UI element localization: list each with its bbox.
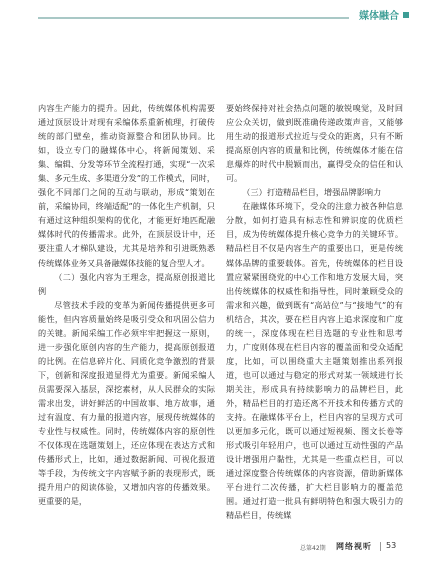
body-paragraph: 在融媒体环境下，受众的注意力被各种信息分散，如何打造具有标志性和辨识度的优质栏目，成为传统媒体提升核心竞争力的关键环节。精品栏目不仅是内容生产的重要出口，更是传统媒体品牌的重要载体。首先，传统媒体的栏目设置应紧紧围绕党的中心工作和地方发展大局，突出传统媒体的权威性和指导性，同时兼顾受众的需求和兴趣，做到既有“高站位”与“接地气”的有机结合，其次，要在栏目内容上追求深度和广度的统一，深度体现在栏目选题的专业性和思考力，广度则体现在栏目内容的覆盖面和受众适配度，比如，可以围绕重大主题策划推出系列报道，也可以通过与稳定的形式对某一领域进行长期关注，形成具有持续影响力的品牌栏目，此外，精品栏目的打造还离不开技术和传播方式的支持。在融媒体平台上，栏目内容的呈现方式可以更加多元化，既可以通过短视频、图文长卷等形式吸引年轻用户，也可以通过互动性强的产品设计增强用户黏性，尤其是一些重点栏目，可以通过深度整合传统媒体的内容资源，借助新媒体平台进行二次传播，扩大栏目影响力的覆盖范围。通过打造一批具有鲜明特色和强大吸引力的精品栏目，传统媒 [226,201,403,521]
page-footer [300,541,415,553]
magazine-logo: 网络视听 [336,541,372,551]
footer-divider [380,542,381,551]
section-marker-icon [403,12,409,18]
page-number: 53 [386,541,397,550]
subsection-heading: （二）强化内容为王理念，提高原创报道比例 [38,271,215,296]
page-header [0,10,427,24]
section-title: 媒体融合 [359,11,399,22]
left-column [38,101,215,508]
issue-number: 总第42期 [300,545,326,552]
body-paragraph: 要始终保持对社会热点问题的敏锐嗅觉，及时回应公众关切，做到既准确传递政策声音，又能够用生动的报道形式拉近与受众的距离，只有不断提高原创内容的质量和比例，传统媒体才能在信息爆炸的时代中脱颖而出，赢得受众的信任和认可。 [226,103,403,184]
subsection-heading: （三）打造精品栏目，增强品牌影响力 [242,187,382,198]
right-column [226,101,403,522]
body-paragraph: 内容生产能力的提升。因此，传统媒体机构需要通过顶层设计对现有采编体系重新梳理，打破传统的部门壁垒，推动资源整合和团队协同。比如，设立专门的融媒体中心，将新闻策划、采集、编辑、分发等环节全流程打通，实现“一次采集、多元生成、多渠道分发”的工作模式，同时，强化不同部门之间的互动与联动，形成“策划在前，采编协同，终端适配”的一体化生产机制，只有通过这种组织架构的优化，才能更好地匹配融媒体时代的传播需求。此外，在顶层设计中，还要注重人才梯队建设，尤其是培养和引进既熟悉传统媒体业务又具备融媒体技能的复合型人才。 [38,103,215,268]
section-label [359,10,409,24]
body-paragraph: 尽管技术手段的变革为新闻传播提供更多可能性，但内容质量始终是吸引受众和巩固公信力的关键。新闻采编工作必须牢牢把握这一原则，进一步强化原创内容的生产能力，提高原创报道的比例。在信息碎片化、同质化竞争激烈的背景下，创新和深度报道显得尤为重要。新闻采编人员需要深入基层，深挖素材，从人民群众的实际需求出发，讲好鲜活的中国故事、地方故事，通过有温度、有力量的报道内容，展现传统媒体的专业性与权威性。同时，传统媒体内容的原创性不仅体现在选题策划上，还应体现在表达方式和传播形式上，比如，通过数据新闻、可视化报道等手段，为传统文字内容赋予新的表现形式，既提升用户的阅读体验，又增加内容的传播效果。更重要的是， [38,299,215,507]
header-rule [38,17,349,19]
